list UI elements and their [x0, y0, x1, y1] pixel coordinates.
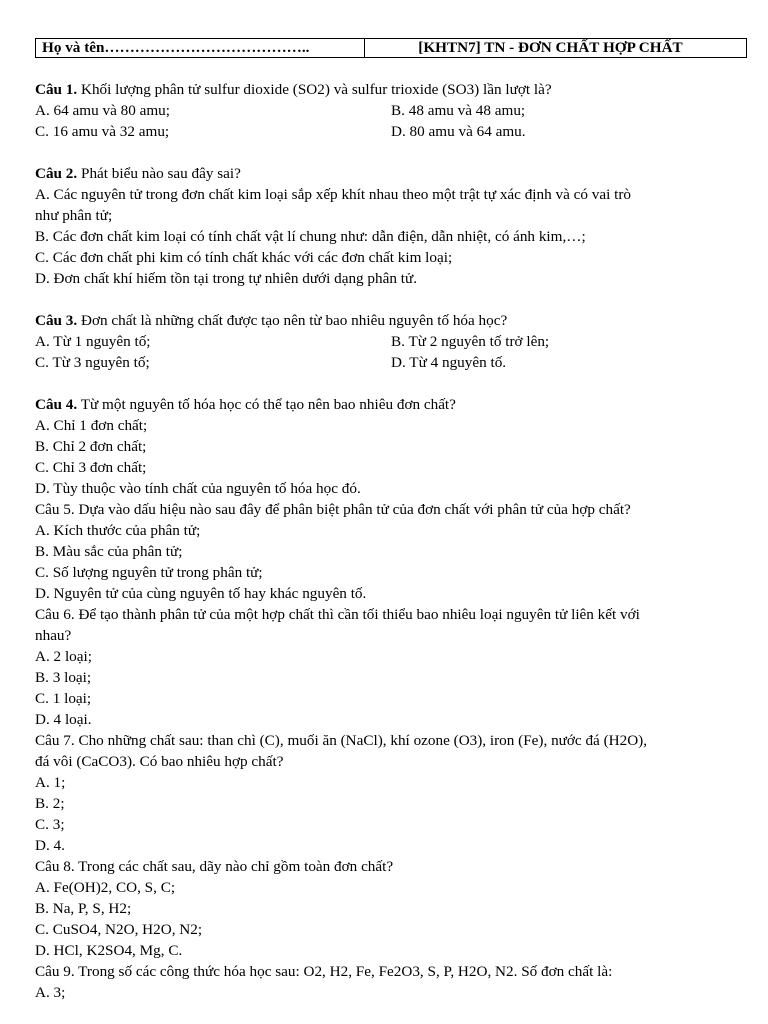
- answer-a: A. 1;: [35, 774, 66, 791]
- answer-d: D. Nguyên tử của cùng nguyên tố hay khác nguyên tố.: [35, 585, 367, 602]
- question-5: Câu 5. Dựa vào dấu hiệu nào sau đây để phân biệt phân tử của đơn chất với phân tử của hợp chất?: [35, 501, 631, 518]
- document-body: [35, 79, 747, 1003]
- question-number: Câu 3.: [35, 312, 78, 329]
- answer-d: D. Đơn chất khí hiếm tồn tại trong tự nhiên dưới dạng phân tử.: [35, 270, 417, 287]
- question-text: Đơn chất là những chất được tạo nên từ bao nhiêu nguyên tố hóa học?: [77, 312, 508, 329]
- answer-row: [35, 121, 747, 142]
- answer-d: D. Từ 4 nguyên tố.: [391, 354, 507, 371]
- question-text: Phát biểu nào sau đây sai?: [77, 165, 241, 182]
- answer-a-continued: như phân tử;: [35, 207, 113, 224]
- answer-b: B. 3 loại;: [35, 669, 92, 686]
- answer-d: D. HCl, K2SO4, Mg, C.: [35, 942, 183, 959]
- question-text: Khối lượng phân tử sulfur dioxide (SO2) và sulfur trioxide (SO3) lần lượt là?: [77, 81, 552, 98]
- question-9: Câu 9. Trong số các công thức hóa học sau: O2, H2, Fe, Fe2O3, S, P, H2O, N2. Số đơn chất là:: [35, 963, 613, 980]
- answer-c: C. 16 amu và 32 amu;: [35, 123, 170, 140]
- question-1: [35, 79, 747, 100]
- answer-a: A. Kích thước của phân tử;: [35, 522, 201, 539]
- answer-a: A. 2 loại;: [35, 648, 92, 665]
- question-6: Câu 6. Để tạo thành phân tử của một hợp chất thì cần tối thiểu bao nhiêu loại nguyên tử liên kết với: [35, 606, 640, 623]
- answer-d: D. 4 loại.: [35, 711, 92, 728]
- answer-c: C. Từ 3 nguyên tố;: [35, 354, 150, 371]
- answer-row: [35, 331, 747, 352]
- question-number: Câu 2.: [35, 165, 78, 182]
- answer-d: D. 4.: [35, 837, 65, 854]
- answer-b: B. Chỉ 2 đơn chất;: [35, 438, 147, 455]
- question-2: [35, 163, 747, 184]
- answer-a: A. Fe(OH)2, CO, S, C;: [35, 879, 176, 896]
- answer-b: B. Màu sắc của phân tử;: [35, 543, 183, 560]
- answer-row: [35, 352, 747, 373]
- answer-c: C. 1 loại;: [35, 690, 92, 707]
- answer-a: A. Chỉ 1 đơn chất;: [35, 417, 148, 434]
- header-table: [35, 38, 747, 58]
- answer-c: C. Số lượng nguyên tử trong phân tử;: [35, 564, 263, 581]
- document-title: [KHTN7] TN - ĐƠN CHẤT HỢP CHẤT: [418, 39, 683, 56]
- question-7-continued: đá vôi (CaCO3). Có bao nhiêu hợp chất?: [35, 753, 284, 770]
- question-7: Câu 7. Cho những chất sau: than chì (C), muối ăn (NaCl), khí ozone (O3), iron (Fe), nước đá (H2O),: [35, 732, 648, 749]
- question-text: Từ một nguyên tố hóa học có thể tạo nên bao nhiêu đơn chất?: [77, 396, 456, 413]
- answer-c: C. 3;: [35, 816, 65, 833]
- answer-a: A. 64 amu và 80 amu;: [35, 102, 170, 119]
- answer-d: D. 80 amu và 64 amu.: [391, 123, 526, 140]
- question-number: Câu 1.: [35, 81, 78, 98]
- student-name-field: Họ và tên…………………………………..: [36, 39, 365, 57]
- question-8: Câu 8. Trong các chất sau, dãy nào chỉ gồm toàn đơn chất?: [35, 858, 394, 875]
- answer-c: C. Chỉ 3 đơn chất;: [35, 459, 147, 476]
- answer-d: D. Tùy thuộc vào tính chất của nguyên tố hóa học đó.: [35, 480, 361, 497]
- question-4: [35, 394, 747, 415]
- answer-b: B. 48 amu và 48 amu;: [391, 102, 526, 119]
- answer-a: A. 3;: [35, 984, 66, 1001]
- question-6-continued: nhau?: [35, 627, 72, 644]
- answer-b: B. 2;: [35, 795, 65, 812]
- answer-a: A. Từ 1 nguyên tố;: [35, 333, 151, 350]
- answer-row: [35, 100, 747, 121]
- answer-a: A. Các nguyên tử trong đơn chất kim loại sắp xếp khít nhau theo một trật tự xác định và có vai trò: [35, 186, 631, 203]
- question-3: [35, 310, 747, 331]
- answer-b: B. Từ 2 nguyên tố trở lên;: [391, 333, 550, 350]
- answer-b: B. Na, P, S, H2;: [35, 900, 132, 917]
- question-number: Câu 4.: [35, 396, 78, 413]
- answer-b: B. Các đơn chất kim loại có tính chất vật lí chung như: dẫn điện, dẫn nhiệt, có ánh kim,…;: [35, 228, 586, 245]
- answer-c: C. CuSO4, N2O, H2O, N2;: [35, 921, 203, 938]
- answer-c: C. Các đơn chất phi kim có tính chất khác với các đơn chất kim loại;: [35, 249, 453, 266]
